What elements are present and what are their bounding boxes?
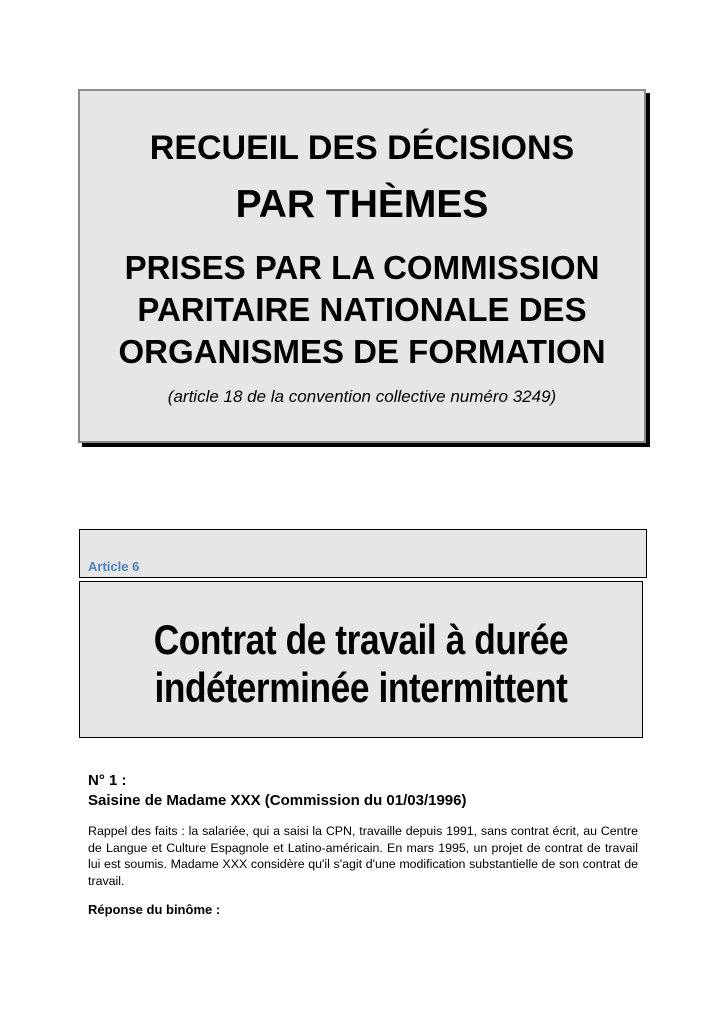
article-title (125, 616, 597, 712)
article-title-line-2: indéterminée intermittent (154, 664, 568, 711)
case-facts-paragraph: Rappel des faits : la salariée, qui a saisi la CPN, travaille depuis 1991, sans contrat écrit, au Centre de Langue et Culture Espagnole et Latino-américain. En mars 1995, un projet de contrat de travail lui est soumis. Madame XXX considère qu'il s'agit d'une modification substantielle de son contrat de travail. (88, 824, 638, 888)
case-title: Saisine de Madame XXX (Commission du 01/03/1996) (88, 792, 467, 809)
article-title-box (79, 581, 643, 738)
title-subtitle: (article 18 de la convention collective numéro 3249) (167, 387, 557, 406)
title-line-4: PARITAIRE NATIONALE DES (137, 291, 587, 328)
title-lines-3-5 (80, 247, 644, 373)
case-number: N° 1 : (88, 772, 127, 789)
title-line-3: PRISES PAR LA COMMISSION (124, 249, 600, 286)
document-title-box (78, 89, 646, 443)
title-line-5: ORGANISMES DE FORMATION (118, 333, 606, 370)
article-label: Article 6 (88, 559, 140, 574)
response-heading: Réponse du binôme : (88, 902, 221, 917)
article-header-box (79, 529, 647, 578)
title-line-1: RECUEIL DES DÉCISIONS (149, 129, 575, 167)
title-line-2: PAR THÈMES (235, 183, 489, 226)
article-title-line-1: Contrat de travail à durée (153, 616, 569, 663)
